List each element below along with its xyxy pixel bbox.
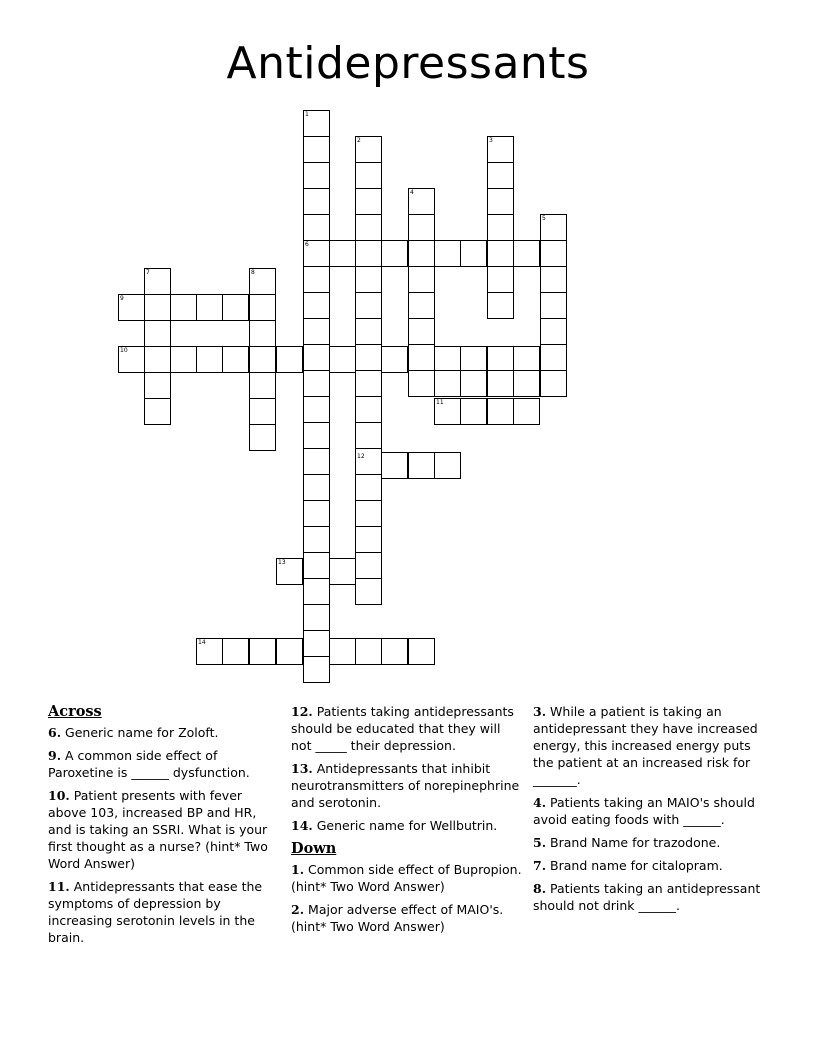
grid-cell[interactable] [355, 474, 382, 501]
clue-number: 1. [291, 862, 305, 877]
clue-number: 5. [533, 835, 547, 850]
clue-item [291, 817, 523, 834]
grid-cell[interactable] [303, 318, 330, 345]
clue-number-label: 13 [278, 559, 286, 566]
clue-number-label: 9 [120, 295, 124, 302]
grid-cell[interactable] [355, 188, 382, 215]
puzzle-title: Antidepressants [226, 38, 590, 89]
grid-cell[interactable] [540, 318, 567, 345]
clue-text: While a patient is taking an antidepressant they have increased energy, this increased energy puts the patient at an increased risk for _______. [533, 704, 758, 787]
grid-cell[interactable] [355, 292, 382, 319]
grid-cell[interactable] [249, 398, 276, 425]
grid-cell[interactable] [303, 604, 330, 631]
grid-cell[interactable] [303, 214, 330, 241]
grid-cell[interactable] [355, 578, 382, 605]
grid-cell[interactable] [249, 424, 276, 451]
grid-cell[interactable] [381, 638, 408, 665]
grid-cell[interactable] [303, 656, 330, 683]
grid-cell[interactable] [487, 266, 514, 293]
clue-item [291, 901, 523, 935]
grid-cell[interactable] [355, 500, 382, 527]
clue-number-label: 4 [410, 189, 414, 196]
grid-cell[interactable] [408, 266, 435, 293]
grid-cell[interactable] [249, 638, 276, 665]
clue-number: 8. [533, 881, 547, 896]
down-clue-list-continued [533, 703, 765, 914]
grid-cell[interactable] [408, 214, 435, 241]
grid-cell[interactable] [513, 398, 540, 425]
grid-cell[interactable] [303, 474, 330, 501]
grid-cell[interactable] [222, 294, 249, 321]
grid-cell[interactable] [329, 346, 356, 373]
grid-cell[interactable] [144, 294, 171, 321]
clue-number: 14. [291, 818, 313, 833]
down-heading: Down [291, 840, 337, 857]
grid-cell[interactable] [434, 346, 461, 373]
grid-cell[interactable] [329, 638, 356, 665]
grid-cell[interactable] [355, 526, 382, 553]
clue-text: Antidepressants that inhibit neurotransmitters of norepinephrine and serotonin. [291, 761, 520, 810]
grid-cell[interactable] [355, 240, 382, 267]
clue-number-label: 8 [251, 269, 255, 276]
clue-item [533, 857, 765, 874]
across-heading: Across [48, 703, 102, 720]
clue-text: A common side effect of Paroxetine is ______ dysfunction. [48, 748, 250, 780]
grid-cell[interactable] [303, 162, 330, 189]
clue-item [533, 880, 765, 914]
clue-text: Patient presents with fever above 103, increased BP and HR, and is taking an SSRI. What is your first thought as a nurse? (hint* Two Word Answer) [48, 788, 268, 871]
grid-cell[interactable] [303, 630, 330, 657]
grid-cell[interactable] [355, 344, 382, 371]
clue-number-label: 10 [120, 347, 128, 354]
grid-cell[interactable] [303, 578, 330, 605]
grid-cell[interactable] [222, 638, 249, 665]
across-clue-list-continued [291, 703, 523, 834]
grid-cell[interactable] [355, 370, 382, 397]
grid-cell[interactable] [355, 638, 382, 665]
clue-text: Brand name for citalopram. [546, 858, 723, 873]
grid-cell[interactable] [249, 294, 276, 321]
grid-cell[interactable] [487, 346, 514, 373]
clue-number-label: 14 [198, 639, 206, 646]
grid-cell[interactable] [381, 240, 408, 267]
grid-cell[interactable] [303, 266, 330, 293]
grid-cell[interactable] [540, 240, 567, 267]
clue-number-label: 5 [542, 215, 546, 222]
grid-cell[interactable] [303, 344, 330, 371]
clue-item [291, 703, 523, 754]
grid-cell[interactable] [355, 214, 382, 241]
clue-text: Major adverse effect of MAIO's. (hint* Two Word Answer) [291, 902, 504, 934]
grid-cell[interactable] [434, 452, 461, 479]
clue-text: Common side effect of Bupropion. (hint* Two Word Answer) [291, 862, 522, 894]
grid-cell[interactable] [487, 214, 514, 241]
grid-cell[interactable] [381, 346, 408, 373]
grid-cell[interactable] [460, 346, 487, 373]
grid-cell[interactable] [196, 346, 223, 373]
clue-number: 6. [48, 725, 62, 740]
grid-cell[interactable] [355, 396, 382, 423]
clue-item [48, 724, 280, 741]
grid-cell[interactable] [408, 292, 435, 319]
grid-cell[interactable] [408, 344, 435, 371]
grid-cell[interactable] [408, 638, 435, 665]
grid-cell[interactable] [276, 346, 303, 373]
grid-cell[interactable] [434, 240, 461, 267]
grid-cell[interactable] [329, 558, 356, 585]
grid-cell[interactable] [355, 162, 382, 189]
grid-cell[interactable] [513, 370, 540, 397]
grid-cell[interactable] [329, 240, 356, 267]
clue-text: Generic name for Wellbutrin. [312, 818, 498, 833]
clue-number-label: 2 [357, 137, 361, 144]
clue-text: Patients taking an antidepressant should not drink ______. [533, 881, 761, 913]
grid-cell[interactable] [144, 372, 171, 399]
grid-cell[interactable] [249, 372, 276, 399]
clues-column-2 [291, 703, 523, 941]
clue-number-label: 7 [146, 269, 150, 276]
grid-cell[interactable] [276, 638, 303, 665]
grid-cell[interactable] [513, 346, 540, 373]
grid-cell[interactable] [170, 346, 197, 373]
clue-number: 7. [533, 858, 547, 873]
grid-cell[interactable] [487, 162, 514, 189]
clue-number-label: 6 [305, 241, 309, 248]
grid-cell[interactable] [196, 294, 223, 321]
grid-cell[interactable] [460, 240, 487, 267]
grid-cell[interactable] [303, 422, 330, 449]
grid-cell[interactable] [303, 448, 330, 475]
grid-cell[interactable] [170, 294, 197, 321]
clue-number: 10. [48, 788, 70, 803]
clue-item [48, 747, 280, 781]
grid-cell[interactable] [222, 346, 249, 373]
grid-cell[interactable] [487, 292, 514, 319]
grid-cell[interactable] [144, 320, 171, 347]
grid-cell[interactable] [408, 240, 435, 267]
clue-item [48, 878, 280, 946]
grid-cell[interactable] [303, 396, 330, 423]
clue-text: Patients taking antidepressants should be educated that they will not _____ their depression. [291, 704, 514, 753]
grid-cell[interactable] [303, 500, 330, 527]
clue-item [291, 861, 523, 895]
clue-number: 9. [48, 748, 62, 763]
grid-cell[interactable] [460, 398, 487, 425]
clues-column-1 [48, 703, 280, 952]
grid-cell[interactable] [303, 526, 330, 553]
grid-cell[interactable] [487, 240, 514, 267]
grid-cell[interactable] [144, 346, 171, 373]
grid-cell[interactable] [355, 318, 382, 345]
clue-number: 2. [291, 902, 305, 917]
across-clue-list [48, 724, 280, 946]
clue-item [291, 760, 523, 811]
grid-cell[interactable] [303, 370, 330, 397]
clues-column-3 [533, 703, 765, 920]
clue-number: 13. [291, 761, 313, 776]
grid-cell[interactable] [434, 370, 461, 397]
grid-cell[interactable] [540, 266, 567, 293]
clue-number-label: 11 [436, 399, 444, 406]
clue-number: 12. [291, 704, 313, 719]
clue-number: 4. [533, 795, 547, 810]
down-clue-list [291, 861, 523, 935]
clue-number: 11. [48, 879, 70, 894]
grid-cell[interactable] [540, 292, 567, 319]
clue-text: Brand Name for trazodone. [546, 835, 721, 850]
clue-text: Generic name for Zoloft. [61, 725, 219, 740]
grid-cell[interactable] [144, 398, 171, 425]
grid-cell[interactable] [460, 370, 487, 397]
grid-cell[interactable] [513, 240, 540, 267]
grid-cell[interactable] [249, 346, 276, 373]
grid-cell[interactable] [355, 552, 382, 579]
grid-cell[interactable] [303, 188, 330, 215]
clue-item [48, 787, 280, 872]
clue-item [533, 703, 765, 788]
grid-cell[interactable] [249, 320, 276, 347]
clue-item [533, 834, 765, 851]
grid-cell[interactable] [540, 344, 567, 371]
clue-item [533, 794, 765, 828]
grid-cell[interactable] [303, 136, 330, 163]
grid-cell[interactable] [408, 370, 435, 397]
clue-number-label: 3 [489, 137, 493, 144]
clue-number: 3. [533, 704, 547, 719]
grid-cell[interactable] [303, 552, 330, 579]
grid-cell[interactable] [540, 370, 567, 397]
grid-cell[interactable] [355, 266, 382, 293]
grid-cell[interactable] [303, 292, 330, 319]
grid-cell[interactable] [355, 422, 382, 449]
grid-cell[interactable] [408, 452, 435, 479]
clue-number-label: 1 [305, 111, 309, 118]
grid-cell[interactable] [487, 398, 514, 425]
clue-text: Patients taking an MAIO's should avoid eating foods with ______. [533, 795, 755, 827]
grid-cell[interactable] [408, 318, 435, 345]
grid-cell[interactable] [487, 370, 514, 397]
clue-text: Antidepressants that ease the symptoms of depression by increasing serotonin levels in the brain. [48, 879, 263, 945]
grid-cell[interactable] [487, 188, 514, 215]
clue-number-label: 12 [357, 453, 365, 460]
grid-cell[interactable] [381, 452, 408, 479]
